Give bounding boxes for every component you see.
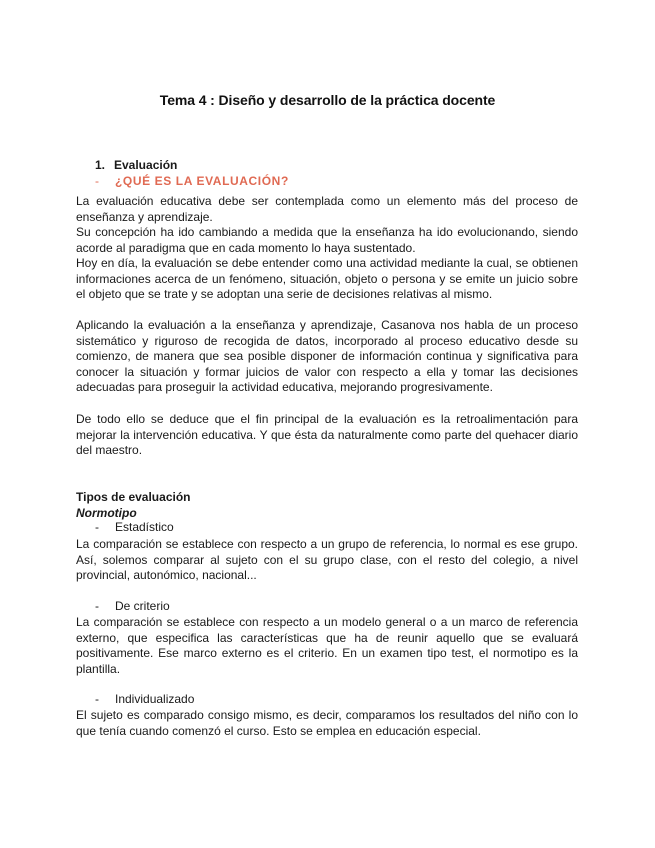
normotipo-heading: Normotipo — [76, 506, 137, 520]
bullet-dash: - — [95, 692, 99, 706]
paragraph: La evaluación educativa debe ser contemplada como un elemento más del proceso de enseñanza y aprendizaje. — [76, 194, 578, 224]
list-item-label — [95, 520, 174, 535]
item-label: Individualizado — [115, 692, 195, 706]
paragraph: Su concepción ha ido cambiando a medida que la enseñanza ha ido evolucionando, siendo acorde al paradigma que en cada momento lo haya sustentado. — [76, 225, 578, 255]
item-description: La comparación se establece con respecto a un modelo general o a un marco de referencia externo, que especifica las características que ha de reunir aquello que se evaluará positivamente. Ese marco externo es el criterio. En un examen tipo test, el normotipo es la plantilla. — [76, 615, 578, 676]
subsection-heading-text: ¿QUÉ ES LA EVALUACIÓN? — [115, 174, 289, 188]
item-label: Estadístico — [115, 520, 174, 534]
bullet-dash: - — [95, 174, 99, 188]
list-item-label — [95, 599, 170, 614]
paragraph-conclusion: De todo ello se deduce que el fin principal de la evaluación es la retroalimentación para mejorar la intervención educativa. Y que ésta da naturalmente como parte del quehacer diario del maestro. — [76, 412, 578, 457]
document-title: Tema 4 : Diseño y desarrollo de la práctica docente — [159, 92, 496, 108]
paragraph: Hoy en día, la evaluación se debe entender como una actividad mediante la cual, se obtienen informaciones acerca de un fenómeno, situación, objeto o persona y se emite un juicio sobre el objeto que se trate y se adoptan una serie de decisiones relativas al mismo. — [76, 256, 578, 301]
item-description: El sujeto es comparado consigo mismo, es decir, comparamos los resultados del niño con lo que tenía cuando comenzó el curso. Esto se emplea en educación especial. — [76, 708, 578, 738]
paragraph-casanova: Aplicando la evaluación a la enseñanza y aprendizaje, Casanova nos habla de un proceso sistemático y riguroso de recogida de datos, incorporado al proceso educativo desde su comienzo, de manera que sea posible disponer de información continua y significativa para conocer la situación y formar juicios de valor con respecto a ella y tomar las decisiones adecuadas para proseguir la actividad educativa, mejorando progresivamente. — [76, 318, 578, 394]
item-label: De criterio — [115, 599, 170, 613]
list-item-label — [95, 692, 194, 707]
section-number: 1. — [95, 158, 106, 172]
intro-paragraphs — [76, 194, 578, 303]
subsection-heading — [95, 174, 289, 189]
section-heading-text: Evaluación — [114, 158, 178, 172]
tipos-heading: Tipos de evaluación — [76, 490, 191, 504]
item-description: La comparación se establece con respecto a un grupo de referencia, lo normal es ese grupo. Así, solemos comparar al sujeto con el su grupo clase, con el resto del colegio, a nivel provincial, autonómico, nacional... — [76, 537, 578, 582]
bullet-dash: - — [95, 599, 99, 613]
bullet-dash: - — [95, 520, 99, 534]
section-heading — [95, 158, 177, 172]
